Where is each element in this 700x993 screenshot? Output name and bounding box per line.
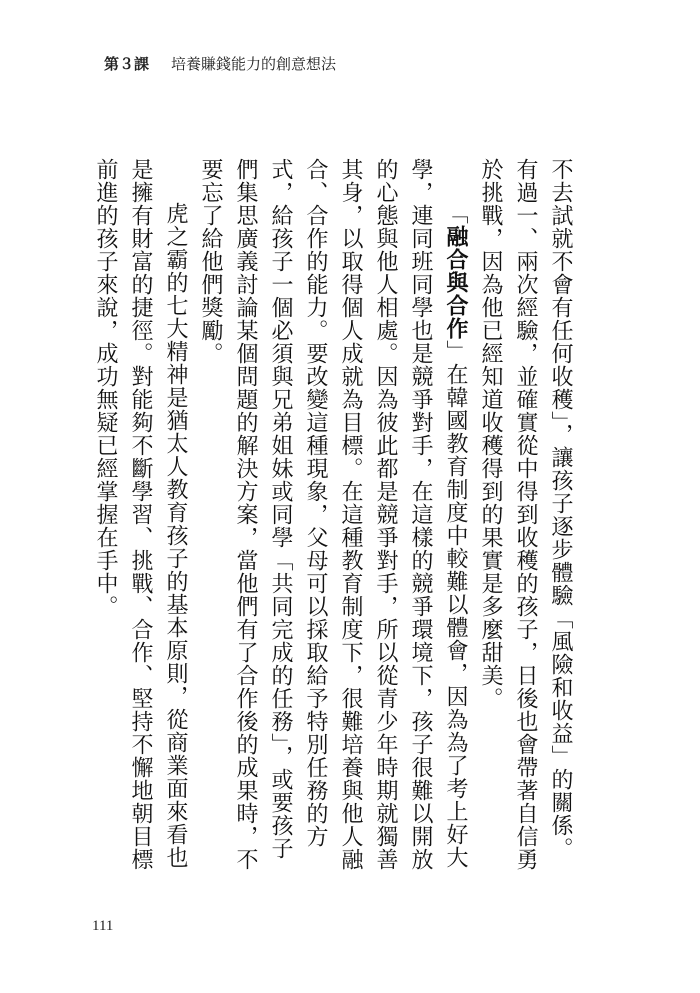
bold-keyword: 融合與合作	[443, 225, 468, 340]
paragraph-text: 不去試就不會有任何收穫」，讓孩子逐步體驗「風險和收益」的關係。有過一、兩次經驗，並確實從中得到收穫的孩子，日後也會帶著自信勇於挑戰，因為他已經知道收穫得到的果實是多麼甜美。	[478, 158, 573, 871]
page-number: 111	[92, 918, 114, 934]
paragraph-2	[193, 158, 473, 878]
paragraph-3	[88, 158, 193, 878]
vertical-text-body	[93, 158, 578, 878]
paragraph-1	[473, 158, 578, 878]
paragraph-text: 」在韓國教育制度中較難以體會，因為為了考上好大學，連同班同學也是競爭對手，在這樣的競爭環境下，孩子很難以開放的心態與他人相處。因為彼此都是競爭對手，所以從青少年時期就獨善其身，以取得個人成就為目標。在這種教育制度下，很難培養與他人融合、合作的能力。要改變這種現象，父母可以採取給予特別任務的方式，給孩子一個必須與兄弟姐妹或同學「共同完成的任務」，或要孩子們集思廣義討論某個問題的解決方案，當他們有了合作後的成果時，不要忘了給他們獎勵。	[198, 158, 468, 871]
paragraph-text: 虎之霸的七大精神是猶太人教育孩子的基本原則，從商業面來看也是擁有財富的捷徑。對能夠不斷學習、挑戰、合作、堅持不懈地朝目標前進的孩子來說，成功無疑已經掌握在手中。	[93, 158, 188, 871]
paragraph-text: 「	[443, 202, 468, 225]
lesson-label: 第３課	[104, 55, 150, 73]
running-header	[104, 53, 336, 74]
chapter-title: 培養賺錢能力的創意想法	[171, 55, 337, 73]
